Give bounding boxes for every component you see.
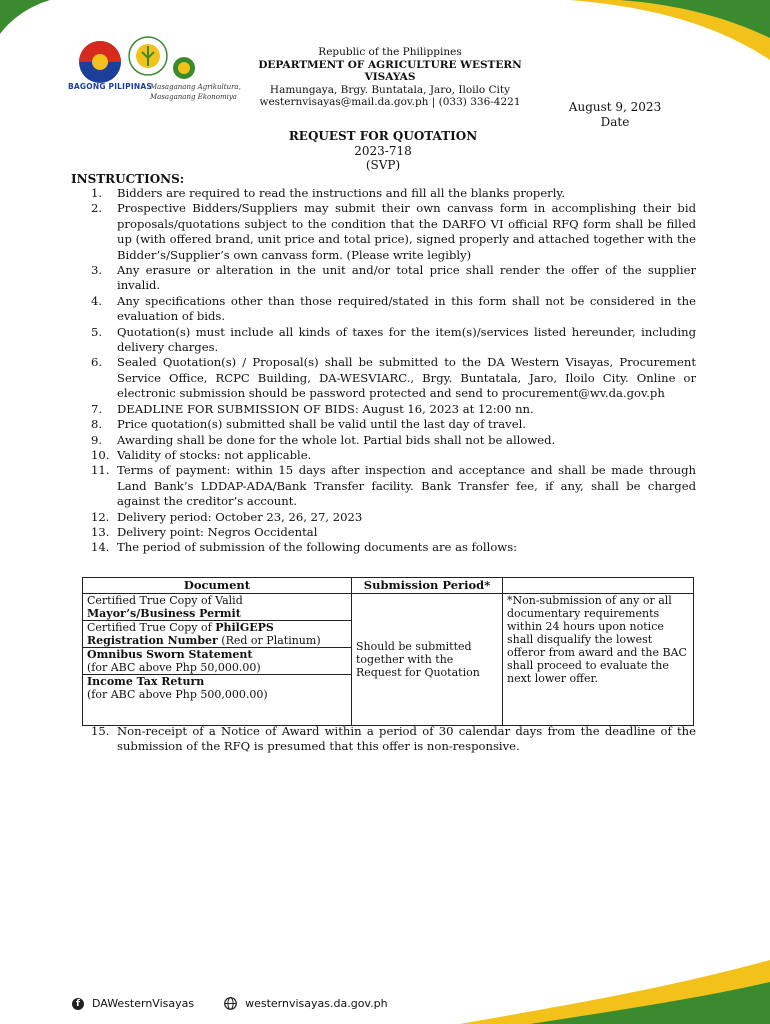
office-address: Hamungaya, Brgy. Buntatala, Jaro, Iloilo City <box>269 83 511 96</box>
item-text: Terms of payment: within 15 days after inspection and acceptance and shall be made through Land Bank’s LDDAP-ADA/Bank Transfer facility. Bank Transfer fee, if any, shall be charged against the creditor’s account. <box>117 463 696 509</box>
period-cell <box>352 594 503 726</box>
item-number: 5. <box>91 324 103 339</box>
item-number: 6. <box>91 355 103 370</box>
doc-title: Income Tax Return <box>87 675 205 688</box>
rfq-heading: REQUEST FOR QUOTATION <box>288 129 478 143</box>
item-number: 13. <box>91 524 110 539</box>
column-header-period: Submission Period* <box>352 578 503 594</box>
republic-line: Republic of the Philippines <box>318 46 462 58</box>
item-text: Prospective Bidders/Suppliers may submit their own canvass form in accomplishing their bid proposals/quotations subject to the condition that the DARFO VI official RFQ form shall be filled up (with offered brand, unit price and total price), signed properly and attached together with the Bidder’s/Supplier’s own canvass form. (Please write legibly) <box>117 201 696 262</box>
item-number: 12. <box>91 509 110 524</box>
column-header-blank <box>503 578 694 594</box>
doc-title: Registration Number <box>87 634 218 647</box>
facebook-handle[interactable]: DAWesternVisayas <box>92 997 195 1010</box>
item-number: 10. <box>91 447 110 462</box>
rfq-number: 2023-718 <box>354 143 412 158</box>
list-item <box>91 433 696 448</box>
list-item <box>91 540 696 555</box>
item-text: Quotation(s) must include all kinds of taxes for the item(s)/services listed hereunder, including delivery charges. <box>117 324 696 355</box>
doc-text: (for ABC above Php 500,000.00) <box>87 688 268 701</box>
doc-title: Omnibus Sworn Statement <box>87 648 253 661</box>
item-text: DEADLINE FOR SUBMISSION OF BIDS: August 16, 2023 at 12:00 nn. <box>117 401 534 416</box>
bottom-right-swoosh <box>460 960 770 1024</box>
item-number: 4. <box>91 293 103 308</box>
list-item <box>91 463 696 509</box>
list-item <box>91 448 696 463</box>
item-text: Validity of stocks: not applicable. <box>117 447 312 462</box>
doc-title: PhilGEPS <box>215 621 274 634</box>
doc-title: Mayor’s/Business Permit <box>87 607 241 620</box>
list-item <box>91 417 696 432</box>
item-number: 9. <box>91 432 103 447</box>
item-text: Delivery point: Negros Occidental <box>117 524 318 539</box>
doc-text: (for ABC above Php 50,000.00) <box>87 661 261 674</box>
doc-text: Certified True Copy of <box>87 621 216 634</box>
document-cell <box>83 621 352 648</box>
item-number: 1. <box>91 186 103 200</box>
instructions-heading: INSTRUCTIONS: <box>71 172 185 186</box>
column-header-document: Document <box>83 578 352 594</box>
item-text: Price quotation(s) submitted shall be valid until the last day of travel. <box>117 417 526 432</box>
item-text: Bidders are required to read the instructions and fill all the blanks properly. <box>117 186 566 200</box>
date-block <box>555 100 675 130</box>
item-text: Non-receipt of a Notice of Award within a period of 30 calendar days from the deadline of the submission of the RFQ is presumed that this offer is non-responsive. <box>117 724 696 754</box>
rfq-mode: (SVP) <box>365 158 401 172</box>
doc-text: Certified True Copy of Valid <box>87 594 243 607</box>
bagong-pilipinas-text: BAGONG PILIPINAS <box>68 82 152 91</box>
document-cell <box>83 648 352 675</box>
item-number: 2. <box>91 201 103 216</box>
item-text: The period of submission of the following documents are as follows: <box>117 540 518 555</box>
list-item <box>91 201 696 263</box>
note-text: *Non-submission of any or all documentary requirements within 24 hours upon notice shall disqualify the lowest offeror from award and the BAC shall proceed to evaluate the next lower offer. <box>507 594 687 685</box>
list-item <box>91 525 696 540</box>
footer <box>72 997 388 1010</box>
letterhead-text <box>240 46 540 109</box>
list-item <box>91 510 696 525</box>
top-left-swoosh <box>0 0 60 60</box>
item-number: 8. <box>91 417 103 432</box>
masaganang-agrikultura-logo <box>172 56 196 80</box>
item-number: 15. <box>91 724 110 738</box>
list-item <box>91 355 696 401</box>
item-number: 11. <box>91 463 110 478</box>
tagline-line-1: Masaganang Agrikultura, <box>150 83 241 91</box>
item-text: Sealed Quotation(s) / Proposal(s) shall be submitted to the DA Western Visayas, Procurement Service Office, RCPC Building, DA-WESVIARC., Brgy. Buntatala, Jaro, Iloilo City. Online or electronic submission should be password protected and send to procurement@wv.da.gov.ph <box>117 355 696 401</box>
bagong-pilipinas-logo <box>78 40 122 84</box>
tagline <box>150 82 241 102</box>
list-item <box>91 294 696 325</box>
table-row <box>83 594 694 621</box>
item-text: Delivery period: October 23, 26, 27, 2023 <box>117 509 363 524</box>
letterhead <box>60 36 720 106</box>
document-cell <box>83 594 352 621</box>
documents-table <box>82 577 694 726</box>
date-label: Date <box>600 115 630 129</box>
date-value: August 9, 2023 <box>568 100 662 114</box>
instructions-list <box>91 186 696 556</box>
website-link[interactable]: westernvisayas.da.gov.ph <box>245 997 388 1010</box>
list-item <box>91 263 696 294</box>
item-number: 14. <box>91 540 110 555</box>
document-cell <box>83 675 352 726</box>
office-contact: westernvisayas@mail.da.gov.ph | (033) 336-4221 <box>259 96 521 108</box>
facebook-icon: f <box>72 998 84 1010</box>
list-item <box>91 724 696 755</box>
item-text: Awarding shall be done for the whole lot. Partial bids shall not be allowed. <box>117 432 556 447</box>
department-name: DEPARTMENT OF AGRICULTURE WESTERN VISAYAS <box>258 58 522 83</box>
item-text: Any erasure or alteration in the unit and/or total price shall render the offer of the supplier invalid. <box>117 263 696 293</box>
tagline-line-2: Masaganang Ekonomiya <box>150 93 237 101</box>
list-item <box>91 402 696 417</box>
item-number: 3. <box>91 263 103 278</box>
list-item <box>91 325 696 356</box>
doc-text: (Red or Platinum) <box>217 634 321 647</box>
instructions-list-continued <box>91 724 696 755</box>
note-cell <box>503 594 694 726</box>
globe-icon <box>224 997 237 1010</box>
item-text: Any specifications other than those required/stated in this form shall not be considered in the evaluation of bids. <box>117 293 696 324</box>
document-title <box>233 129 533 173</box>
item-number: 7. <box>91 401 103 416</box>
department-of-agriculture-seal <box>128 36 168 76</box>
table-header-row <box>83 578 694 594</box>
list-item <box>91 186 696 201</box>
period-text: Should be submitted together with the Request for Quotation <box>356 640 480 679</box>
